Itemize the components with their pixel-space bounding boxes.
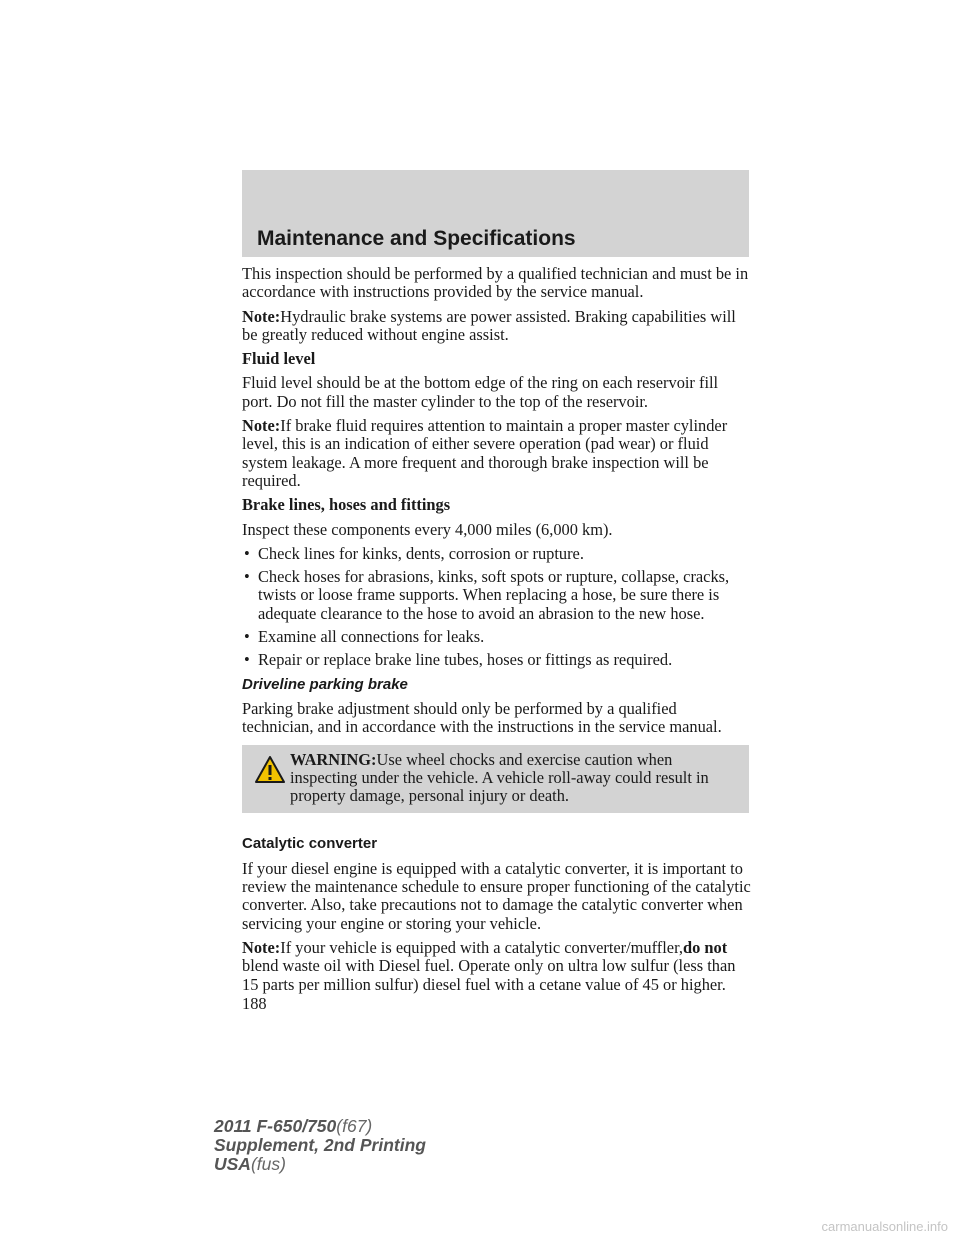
bullet-icon: •: [244, 650, 250, 670]
note-text: If brake fluid requires attention to maintain a proper master cylinder level, this is an indication of either severe operation (pad wear) or fluid system leakage. A more frequent and thorough brake inspection will be required.: [242, 416, 728, 490]
list-item: • Examine all connections for leaks.: [244, 627, 485, 647]
warning-text: [252, 751, 739, 806]
note-text-continued: blend waste oil with Diesel fuel. Operate only on ultra low sulfur (less than 15 parts per million sulfur) diesel fuel with a cetane value of 45 or higher.: [242, 956, 736, 994]
note-catalytic: [242, 939, 752, 994]
fluid-level-text: Fluid level should be at the bottom edge of the ring on each reservoir fill port. Do not fill the master cylinder to the top of the reservoir.: [242, 373, 719, 411]
note-text: If your vehicle is equipped with a catalytic converter/muffler,: [280, 937, 683, 957]
brake-lines-heading: Brake lines, hoses and fittings: [242, 495, 451, 515]
watermark: carmanualsonline.info: [821, 1219, 948, 1234]
note-emphasis: do not: [682, 937, 728, 957]
intro-paragraph: This inspection should be performed by a qualified technician and must be in accordance with instructions provided by the service manual.: [242, 264, 749, 302]
print-footer: [214, 1117, 426, 1174]
page-number: 188: [242, 993, 267, 1013]
driveline-heading: Driveline parking brake: [242, 675, 408, 693]
warning-body: Use wheel chocks and exercise caution when inspecting under the vehicle. A vehicle roll-away could result in property damage, personal injury or death.: [290, 749, 709, 806]
bullet-icon: •: [244, 627, 250, 647]
note-label: Note:: [242, 937, 281, 957]
footer-line-printing: Supplement, 2nd Printing: [214, 1135, 426, 1155]
driveline-text: Parking brake adjustment should only be performed by a qualified technician, and in accordance with the instructions in the service manual.: [242, 698, 722, 737]
note-text: Hydraulic brake systems are power assisted. Braking capabilities will be greatly reduced without engine assist.: [242, 306, 736, 344]
catalytic-heading: Catalytic converter: [242, 835, 378, 853]
section-title: Maintenance and Specifications: [257, 227, 576, 250]
bullet-icon: •: [244, 567, 250, 587]
note-brake-fluid: [242, 417, 752, 490]
warning-box: [242, 745, 749, 814]
note-label: Note:: [242, 416, 281, 436]
inspection-list: [242, 545, 752, 670]
list-item: • Check hoses for abrasions, kinks, soft spots or rupture, collapse, cracks, twists or loose frame supports. When replacing a hose, be sure there is adequate clearance to the hose to avoid an abrasion to the new hose.: [244, 567, 730, 623]
catalytic-text: If your diesel engine is equipped with a catalytic converter, it is important to review the maintenance schedule to ensure proper functioning of the catalytic converter. Also, take precautions not to damage the catalytic converter when servicing your engine or storing your vehicle.: [242, 858, 751, 933]
footer-line-model: 2011 F-650/750(f67): [214, 1116, 373, 1136]
note-label: Note:: [242, 306, 281, 326]
list-item: • Repair or replace brake line tubes, hoses or fittings as required.: [244, 650, 673, 670]
fluid-level-heading: Fluid level: [242, 349, 316, 369]
note-hydraulic: [242, 308, 752, 345]
bullet-icon: •: [244, 543, 250, 563]
warning-triangle-icon: [254, 755, 286, 785]
warning-label: WARNING:: [290, 749, 377, 769]
section-header: [242, 170, 749, 257]
list-item: • Check lines for kinks, dents, corrosion or rupture.: [244, 543, 584, 563]
page-content: [242, 265, 752, 1013]
footer-line-market: USA(fus): [214, 1154, 286, 1174]
brake-lines-text: Inspect these components every 4,000 miles (6,000 km).: [242, 519, 613, 539]
